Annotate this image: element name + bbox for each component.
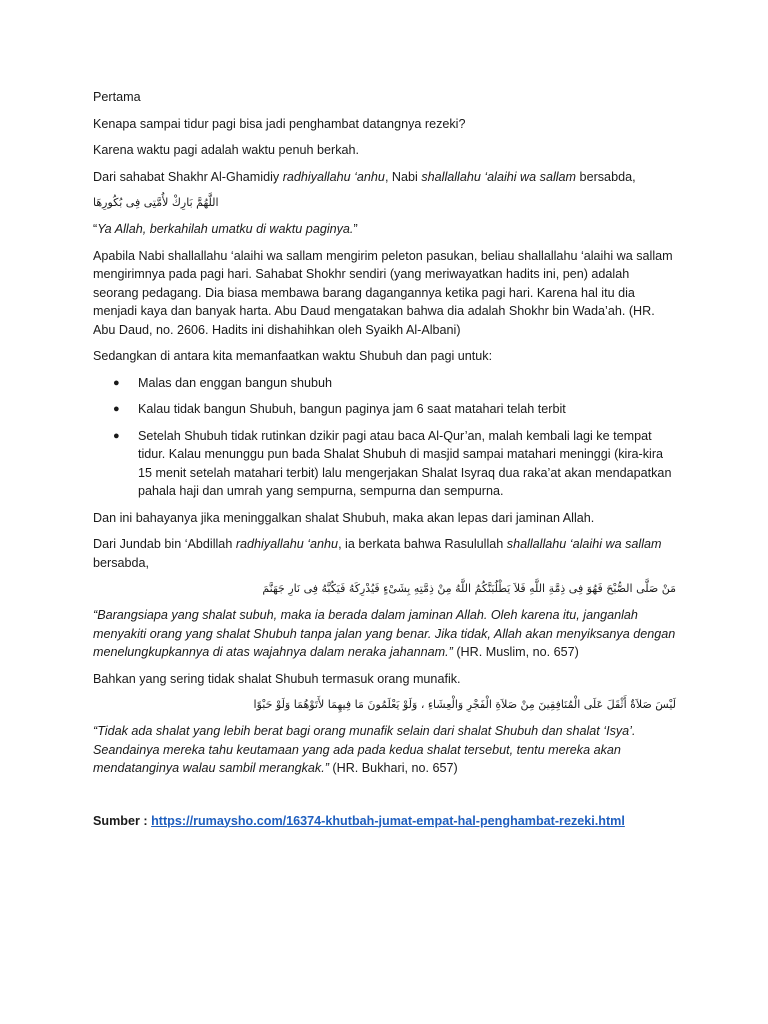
hadith3-translation: [93, 722, 676, 778]
hypocrite-text: Bahkan yang sering tidak shalat Shubuh termasuk orang munafik.: [93, 671, 461, 686]
list-item: [93, 400, 676, 419]
list-item: [93, 427, 676, 501]
hadith3-translation-text: “Tidak ada shalat yang lebih berat bagi orang munafik selain dari shalat Shubuh dan shalat ‘Isya’. Seandainya mereka tahu keutamaan yang ada pada kedua shalat tersebut, tentu mereka akan mendatanginya walau sambil merangkak.”: [93, 724, 636, 775]
hadith2-intro-c: , ia berkata bahwa Rasulullah: [338, 537, 507, 551]
list-item-text: Setelah Shubuh tidak rutinkan dzikir pagi atau baca Al-Qur’an, malah kembali lagi ke tempat tidur. Kalau menunggu pun bada Shalat Shubuh di masjid sampai matahari meninggi (kira-kira 15 menit setelah matahari terbit) lalu mengerjakan Shalat Isyraq dua raka’at akan mendapatkan pahala haji dan umrah yang sempurna, sempurna dan sempurna.: [138, 428, 672, 498]
hadith1-intro: [93, 168, 676, 187]
source-label: Sumber :: [93, 813, 152, 828]
hadith2-arabic: مَنْ صَلَّى الصُّبْحَ فَهُوَ فِى ذِمَّةِ اللَّهِ فَلاَ يَطْلُبَنَّكُمُ اللَّهُ مِنْ ذِمَّتِهِ بِشَىْءٍ فَيُدْرِكَهُ فَيَكُبَّهُ فِى نَارِ جَهَنَّمَ: [262, 582, 676, 595]
narration-paragraph: Apabila Nabi shallallahu ‘alaihi wa sallam mengirim peleton pasukan, beliau shallallahu ‘alaihi wa sallam mengirimnya pada pagi hari. Sahabat Shokhr sendiri (yang meriwayatkan hadits ini, pen) adalah seorang pedagang. Dia biasa membawa barang dagangannya ketika pagi hari. Karena hal itu dia menjadi kaya dan banyak harta. Abu Daud mengatakan bahwa dia adalah Shokhr bin Wada’ah. (HR. Abu Daud, no. 2606. Hadits ini dishahihkan oleh Syaikh Al-Albani): [93, 248, 673, 337]
bullet-icon: ●: [113, 429, 120, 442]
source-link[interactable]: https://rumaysho.com/16374-khutbah-jumat-empat-hal-penghambat-rezeki.html: [151, 813, 625, 828]
section-heading: Pertama: [93, 90, 141, 104]
hadith1-intro-a: Dari sahabat Shakhr Al-Ghamidiy: [93, 169, 283, 184]
hadith3-source: (HR. Bukhari, no. 657): [328, 761, 458, 775]
bullet-icon: ●: [113, 376, 120, 389]
hadith2-intro: [93, 535, 676, 572]
list-item: [93, 374, 676, 393]
question-text: Kenapa sampai tidur pagi bisa jadi penghambat datangnya rezeki?: [93, 116, 466, 131]
danger-text: Dan ini bahayanya jika meninggalkan shalat Shubuh, maka akan lepas dari jaminan Allah.: [93, 510, 595, 525]
hadith2-translation: [93, 606, 676, 662]
hadith1-arabic: اللَّهُمَّ بَارِكْ لأُمَّتِى فِى بُكُورِهَا: [93, 196, 219, 209]
source-line: [93, 812, 676, 831]
hadith3-arabic: لَيْسَ صَلاَةٌ أَثْقَلَ عَلَى الْمُنَافِقِينَ مِنْ صَلاَةِ الْفَجْرِ وَالْعِشَاءِ ، وَلَوْ يَعْلَمُونَ مَا فِيهِمَا لأَتَوْهُمَا وَلَوْ حَبْوًا: [253, 698, 676, 711]
answer-text: Karena waktu pagi adalah waktu penuh berkah.: [93, 143, 360, 157]
list-intro: Sedangkan di antara kita memanfaatkan waktu Shubuh dan pagi untuk:: [93, 349, 493, 363]
spacer: [93, 786, 676, 812]
list-item-text: Malas dan enggan bangun shubuh: [138, 375, 332, 390]
bullet-list: [93, 374, 676, 501]
hadith1-translation-text: Ya Allah, berkahilah umatku di waktu paginya.: [97, 222, 354, 236]
hadith2-intro-a: Dari Jundab bin ‘Abdillah: [93, 537, 236, 551]
hadith2-intro-b: radhiyallahu ‘anhu: [235, 537, 339, 551]
hadith1-intro-e: bersabda,: [576, 169, 636, 184]
hadith1-quote-open: “: [93, 222, 98, 236]
hadith2-intro-d: shallallahu ‘alaihi wa sallam: [506, 537, 662, 551]
bullet-icon: ●: [113, 403, 120, 415]
hadith1-intro-b: radhiyallahu ‘anhu: [282, 169, 385, 184]
hadith2-source: (HR. Muslim, no. 657): [452, 645, 579, 659]
hadith1-intro-d: shallallahu ‘alaihi wa sallam: [421, 169, 577, 184]
list-item-text: Kalau tidak bangun Shubuh, bangun paginya jam 6 saat matahari telah terbit: [138, 402, 566, 416]
hadith2-intro-e: bersabda,: [93, 555, 150, 570]
hadith1-translation: [93, 220, 676, 239]
hadith1-intro-c: , Nabi: [384, 169, 422, 184]
hadith2-translation-text: “Barangsiapa yang shalat subuh, maka ia berada dalam jaminan Allah. Oleh karena itu, janganlah menyakiti orang yang shalat Shubuh tanpa jalan yang benar. Jika tidak, Allah akan menyiksanya dengan menelungkupkannya di atas wajahnya dalam neraka jahannam.”: [93, 608, 676, 659]
hadith1-quote-close: ”: [353, 222, 358, 236]
